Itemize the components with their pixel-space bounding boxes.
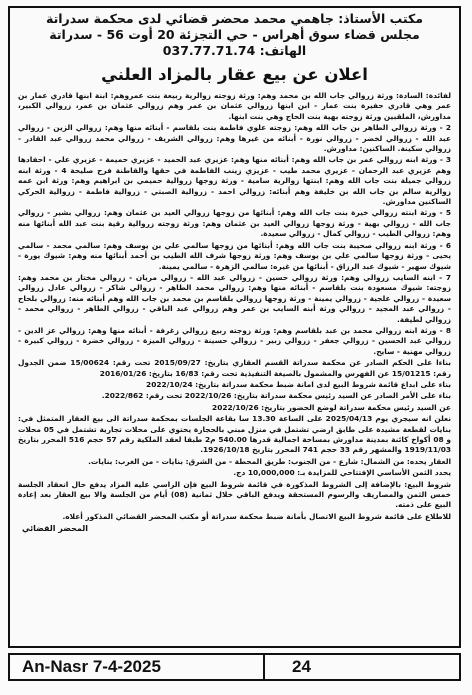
auction-notice [8, 6, 461, 648]
paragraph: 2 - ورثة زروالي الطاهر بن جاب الله وهم: زوجته علوي فاطمة بنت بلقاسم - أبنائه منها وهم: زروالي الزين - زروالي عبد الله - زروالي لخضر - زروالي نورة - أبنائه من غيرها وهم: زروالي الشريف - زروالي محمد زروالي عبد القادر - زروالي سكينة. الساكنين: مداورش. [18, 123, 451, 154]
paragraph: العقار يحده: من الشمال: شارع - من الجنوب: طريق المحطة - من الشرق: بنايات - من الغرب: بنايات. [88, 456, 451, 466]
paragraph: 6 - ورثة ابنه زروالي صحيبة بنت جاب الله وهم: أبنائها من زوجها سالمي علي بن يوسف وهم: سالمي محمد - سالمي يحيى - ورثة زوجها سالمي علي بن يوسف وهم: ورثة زوجها شرف الله الطيب بن أحمد أبنائها منه وهم: شيوك يورة - شيوك سهير - شيوك عبد الرزاق - أبنائها من غيره: سالمي الزهرة - سالمي يمينة. [18, 240, 451, 271]
paragraph: عن السيد رئيس محكمة سدراتة لوضع الحضور بتاريخ: 2022/10/26 [212, 402, 451, 412]
bailiff-signature: المحضر القضائي [22, 524, 89, 534]
paragraph: يحدد الثمن الأساسي الإفتتاحي للمزايدة بـ: 10,000,000 دج. [233, 468, 451, 478]
phone-line: الهاتف: 037.77.71.74 [162, 43, 307, 58]
paragraph: 3 - ورثة ابنه زروالي عمر بن جاب الله وهم: أبنائه منها وهم: عزيري عبد الحميد - عزيري حميمة - عزيري علي - احفادها وهم عزيري عبد الرحمان - عزيري محمد طيب - عزيزي زينب الفاطمة في حقها والقاطنة فرح صليحة 4 - ورثة ابنه زروالي جميلة بنت جاب الله وهم: ابنتها زوالرية سامية - ورثة زوجها زروالية حميمي بن ابراهيم وهم: ورثة ابن عمه زوالرية سالم بن جاب الله بن خليفة وهم أبنائه: زروالي احمد - زروالية الصبتي - زروالية فاطمة - زروالية الحركي الساكنين مداورش. [18, 155, 451, 207]
page-number: 24 [292, 657, 311, 676]
paragraph: 5 - ورثة ابنته زروالي خيرة بنت جاب الله وهم: أبنائها من زوجها زروالي العيد بن عثمان وهم: زروالي بشير - زروالي جاب الله - زروالي بهية - ورثة زوجها زروالي العيد بن عثمان وهم: ورثة زوجته زروالية رقية بنت عبد الله أبنائها منه وهم: زروالي الطيب - زروالي كمال - زروالي سعيدة. [18, 208, 451, 239]
paragraph: نعلن انه سيجري يوم 2025/04/13 على الساعة 13.30 سا بقاعة الجلسات بمحكمة سدراتة الى بيع العقار المتمثل في: بنايات لقطعة مشيدة على طابق ارضي تشتمل في منزل مبني بالحجارة يحتوي على محلات تجارية تشتمل في 05 محلات و 08 أكواخ كائنة بمدينة مداورش بمساحة اجمالية قدرها 540.00 م2 طبقا لعقد الملكية رقم 57 حجم 516 المحرر بتاريخ 1919/11/03 والمشهر رقم 33 حجم 741 المحرر بتاريخ 1926/10/18. [18, 414, 452, 455]
paragraph: بناء على ابداع قائمة شروط البيع لدى امانة ضبط محكمة سدراتة بتاريخ: 2022/10/24 [146, 379, 451, 389]
notice-header [10, 11, 459, 59]
paragraph: 7 - ابنه السايب زروالي وهم: ورثة زروالي حسين - زروالي عبد الله - زروالي مريان - زروالي مختار بن محمد وهم: زوجته: شيوك مسعودة بنت بلقاسم - أبنائه منها وهم: زروالي محمد الطاهر - زروالي شاكر - زروالي عادل زروالي سعيدة - زروالي علجية - زروالي يمينة - ورثة زوجها زروالي بلقاسم بن محمد بن جاب الله وهم أبنائه منه: زروالي بلحاح - زروالي عبد المجيد - زروالي ورثة أبنه السايب بن عمر وهم زروالي عبد الباقي - زروالي الطاهر - زروالي محمد - زروالي لطيفة. [18, 272, 451, 324]
paragraph: شروط البيع: بالإضافة إلى الشروط المذكورة في قائمة شروط البيع فإن الراسي عليه المزاد يدفع حال انعقاد الجلسة خمس الثمن والمصاريف والرسوم المستحقة ويدفع الباقي خلال ثمانية (08) أيام من الجلسة والا بيع العقار بعد إعادة البيع على ذمته. [18, 479, 451, 510]
paragraph: لفائدة: السادة: ورثة زروالي جاب الله بن محمد وهم: ورثة زوجته زوالرية ربيعة بنت عمروهم: ابنة ابنها قادري عمار بن عمر وهي قادري حفيرة بنت عمار - ابن ابنها زروالي عثمان بن عمر وهم زروالي عثمان بن عمر، زروالي الكبير، مداورش، الملقبين ورثة زوجته بهية بنت الحاج وهي بنت ابنها. [18, 91, 451, 121]
paragraph: للاطلاع على قائمة شروط البيع الاتصال بأمانة ضبط محكمة سدراتة أو مكتب المحضر القضائي المذكور أعلاه. [62, 511, 451, 521]
notice-title: اعلان عن بيع عقار بالمزاد العلني [101, 65, 368, 84]
paragraph: 8 - ورثة ابنه زروالي محمد بن عبد بلقاسم وهم: ورثة زوجته ربيع زروالي زغرفة - أبنائه منها وهم: زروالي عز الدين - زروالي عبد الحسين - زروالي جعفر - زروالي زبير - زروالي حسينة - زروالي الميزة - زروالي خضرة - زروالي كبيرة - زروالي مهنية - سايح. [18, 325, 451, 356]
notice-body [10, 91, 459, 522]
newspaper-date: An-Nasr 7-4-2025 [10, 655, 265, 679]
paragraph: بناءا على الحكم الصادر عن محكمة سدراتة القسم العقاري بتاريخ: 2015/09/27 تحت رقم: 15/00624 ضمن الجدول رقم: 15/01215 عن الفهرس والمشمول بالصيغة التنفيذية تحت رقم: 16/83 بتاريخ: 2016/01/26 [18, 358, 451, 378]
page-footer [8, 653, 461, 681]
paragraph: بناء على الأمر الصادر عن السيد رئيس محكمة سدراتة بتاريخ: 2022/10/26 تحت رقم: 2022/862. [101, 391, 451, 401]
office-line: مكتب الأستاذ: جاهمي محمد محضر قضائي لدى محكمة سدراتة [46, 11, 423, 26]
court-line: مجلس قضاء سوق أهراس - حي التجزئة 20 أوت 56 - سدراتة [49, 27, 420, 42]
